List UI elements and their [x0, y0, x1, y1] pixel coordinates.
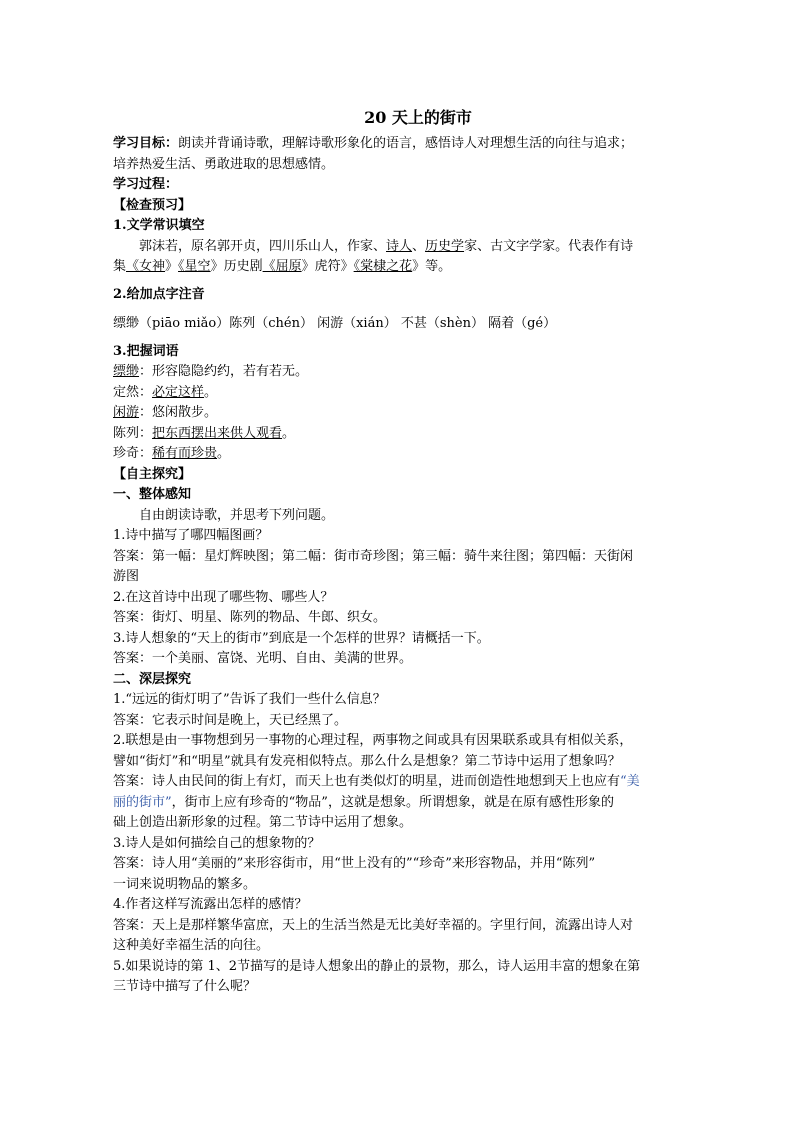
question: 三节诗中描写了什么呢？: [113, 979, 257, 994]
fill-answer-quyuan: 《屈原: [262, 259, 302, 274]
question: 2.在这首诗中出现了哪些物、哪些人？: [113, 589, 334, 605]
question: 2.联想是由一事物想到另一事物的心理过程，两事物之间或具有因果联系或具有相似关系，: [113, 733, 633, 748]
fill-answer-nvshen: 《女神: [126, 259, 166, 274]
highlighted-text: 丽的街市”: [113, 794, 172, 810]
vocab-term: 缥缈: [113, 364, 140, 379]
text-fragment: ：: [139, 405, 153, 420]
vocabulary-list: [113, 362, 683, 465]
question: 3.诗人想象的“天上的街市”到底是一个怎样的世界？请概括一下。: [113, 630, 490, 646]
vocab-definition: 必定这样: [152, 384, 205, 400]
question: 3.诗人是如何描绘自己的想象物的？: [113, 835, 321, 851]
vocab-definition: 悠闲散步。: [152, 405, 218, 420]
question: 1.诗中描写了哪四幅图画？: [113, 528, 269, 543]
learning-goal-text: 朗读并背诵诗歌，理解诗歌形象化的语言，感悟诗人对理想生活的向往与追求；: [178, 136, 634, 151]
section-2-heading: 2.给加点字注音: [113, 286, 205, 302]
vocab-item: [113, 362, 683, 383]
learning-goal-label: 学习目标：: [113, 136, 179, 151]
text-fragment: 。: [217, 446, 231, 461]
answer: 这种美好幸福生活的向往。: [113, 938, 270, 953]
vocab-definition: 形容隐隐约约，若有若无。: [152, 364, 309, 379]
text-fragment: 》: [165, 259, 179, 274]
answer: 答案：天上是那样繁华富庶，天上的生活当然是无比美好幸福的。字里行间，流露出诗人对: [113, 917, 634, 933]
pinyin-line: 缥缈（piāo miǎo）陈列（chén） 闲游（xián） 不甚（shèn） 隔着（gé）: [113, 316, 557, 331]
spacer: [113, 305, 683, 314]
page-title: 20 天上的街市: [364, 108, 472, 127]
learning-process-label: 学习过程：: [113, 177, 179, 192]
text-fragment: 》: [340, 259, 354, 274]
text-fragment: 集: [113, 259, 127, 274]
vocab-term: 珍奇: [113, 446, 140, 461]
text-fragment: 》虎符: [301, 259, 341, 274]
fill-answer-poet: 诗人: [386, 238, 413, 254]
answer: [113, 793, 683, 814]
answer: 答案：它表示时间是晚上，天已经黑了。: [113, 712, 348, 728]
document-content: [113, 106, 683, 998]
answer: 础上创造出新形象的过程。第二节诗中运用了想象。: [113, 815, 413, 830]
learning-goal-line-2: 培养热爱生活、勇敢进取的思想感情。: [113, 156, 335, 172]
text-fragment: 。: [204, 384, 218, 400]
text-fragment: ：: [139, 364, 153, 379]
vocab-definition: 稀有而珍贵: [152, 446, 218, 461]
text-fragment: ：: [139, 446, 153, 461]
vocab-term: 闲游: [113, 405, 140, 420]
part-1-heading: 一、整体感知: [113, 487, 192, 502]
text-fragment: 等。: [425, 259, 452, 274]
learning-goal-line-1: [113, 134, 683, 155]
text-fragment: 。: [282, 425, 296, 441]
spacer: [113, 335, 683, 342]
section-1-heading: 1.文学常识填空: [113, 218, 205, 233]
part-1-intro: 自由朗读诗歌，并思考下列问题。: [139, 507, 335, 523]
literature-fill-line-2: [113, 257, 683, 278]
text-fragment: 》历史剧: [210, 259, 263, 274]
vocab-definition: 把东西摆出来供人观看: [152, 425, 283, 441]
answer: 一词来说明物品的繁多。: [113, 876, 257, 892]
text-fragment: 答案：诗人由民间的街上有灯，而天上也有类似灯的明星，进而创造性地想到天上也应有: [113, 774, 621, 789]
part-2-heading: 二、深层探究: [113, 671, 192, 687]
text-fragment: 家、古文字学家。代表作有诗: [464, 238, 634, 254]
vocab-term: 陈列: [113, 425, 140, 441]
section-3-heading: 3.把握词语: [113, 343, 179, 359]
highlighted-text: “美: [620, 774, 640, 789]
answer: 答案：第一幅：星灯辉映图；第二幅：街市奇珍图；第三幅：骑牛来往图；第四幅：天街闲: [113, 548, 634, 564]
fill-answer-historian: 历史学: [425, 238, 465, 254]
answer: 游图: [113, 569, 140, 584]
text-fragment: ：: [139, 384, 153, 400]
text-fragment: ：: [139, 425, 153, 441]
text-fragment: ，街市上应有珍奇的“物品”，这就是想象。所谓想象，就是在原有感性形象的: [171, 794, 614, 810]
question: 譬如“街灯”和“明星”就具有发亮相似特点。那么什么是想象？第二节诗中运用了想象吗？: [113, 753, 621, 769]
text-fragment: 、: [412, 238, 426, 254]
question: 4.作者这样写流露出怎样的感情？: [113, 897, 308, 912]
text-fragment: 》: [412, 259, 426, 274]
question: 1.“远远的街灯明了”告诉了我们一些什么信息？: [113, 692, 386, 707]
fill-answer-tangdi: 《棠棣之花: [353, 259, 413, 274]
text-fragment: 郭沫若，原名郭开贞，四川乐山人，作家、: [139, 238, 387, 254]
answer: 答案：一个美丽、富饶、光明、自由、美满的世界。: [113, 651, 413, 666]
answer: 答案：诗人用“美丽的”来形容街市，用“世上没有的”“珍奇”来形容物品，并用“陈列”: [113, 856, 596, 871]
spacer: [113, 278, 683, 285]
vocab-item: [113, 424, 683, 445]
vocab-item: [113, 444, 683, 465]
answer: [113, 772, 683, 793]
literature-fill-line-1: [113, 237, 683, 258]
answer: 答案：街灯、明星、陈列的物品、牛郎、织女。: [113, 610, 387, 625]
vocab-item: [113, 403, 683, 424]
explore-heading: 【自主探究】: [113, 466, 192, 482]
question: 5.如果说诗的第 1、2节描写的是诗人想象出的静止的景物，那么，诗人运用丰富的想象在第: [113, 958, 641, 974]
vocab-term: 定然: [113, 384, 140, 400]
fill-answer-xingkong: 《星空: [178, 259, 211, 274]
vocab-item: [113, 383, 683, 404]
preview-heading: 【检查预习】: [113, 197, 192, 213]
